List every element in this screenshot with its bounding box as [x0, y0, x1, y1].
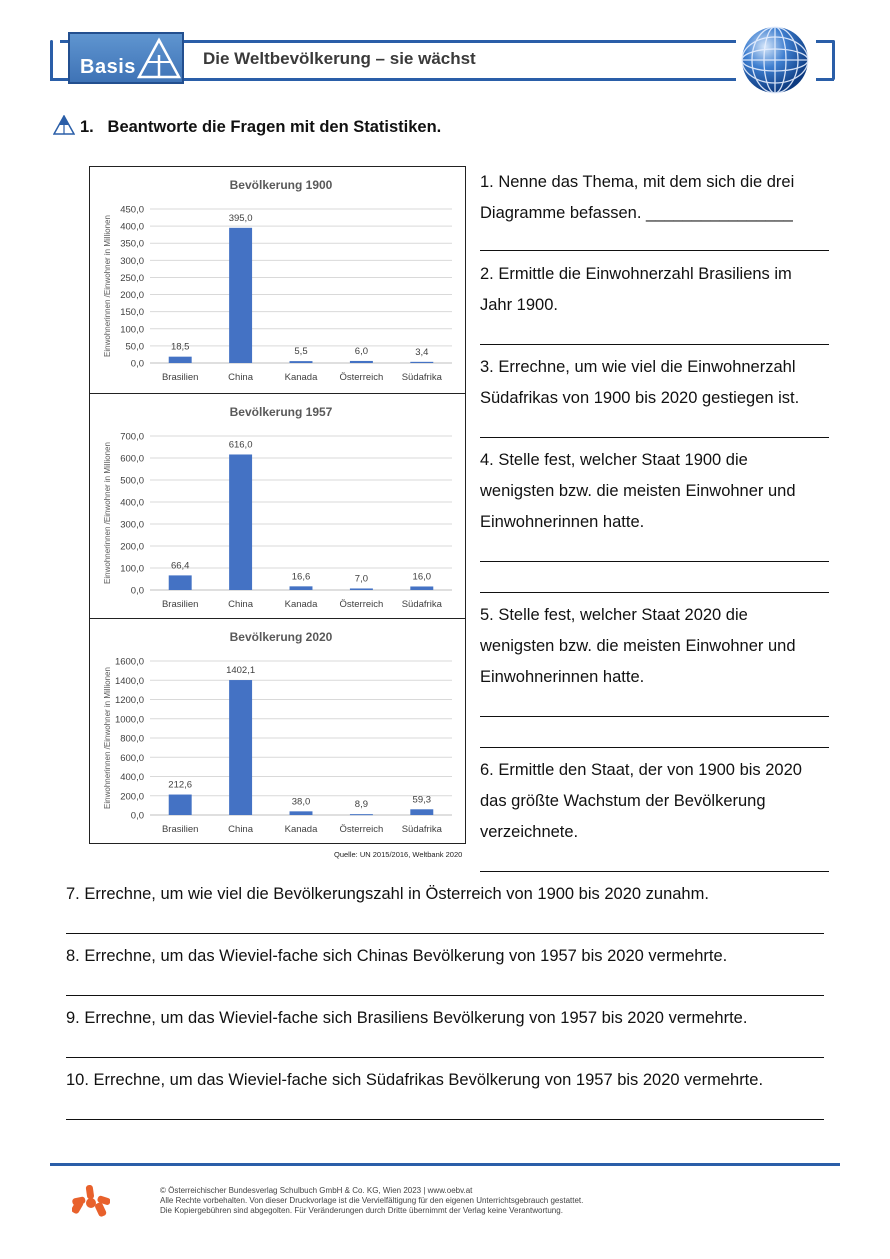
y-axis-label: Einwohnerinnen /Einwohner in Millionen [103, 667, 112, 809]
bar [410, 586, 433, 590]
charts-panel [89, 166, 466, 844]
chart-source: Quelle: UN 2015/2016, Weltbank 2020 [334, 850, 463, 859]
task-title: Beantworte die Fragen mit den Statistiken. [107, 118, 442, 136]
y-axis-label: Einwohnerinnen /Einwohner in Millionen [103, 215, 112, 357]
y-tick-label: 500,0 [120, 475, 144, 487]
data-label: 1402,1 [226, 665, 256, 677]
y-tick-label: 1000,0 [114, 714, 144, 726]
question-3-line-a: 3. Errechne, um wie viel die Einwohnerzahl [480, 358, 796, 376]
data-label: 38,0 [291, 796, 311, 808]
answer-line-6[interactable] [480, 871, 829, 872]
data-label: 59,3 [412, 794, 432, 806]
question-5-line-c: Einwohnerinnen hatte. [480, 668, 645, 686]
data-label: 66,4 [170, 560, 190, 572]
y-tick-label: 0,0 [130, 585, 144, 597]
footer-rights: Alle Rechte vorbehalten. Von dieser Druckvorlage ist die Vervielfältigung für den eigenen Unterrichtsgebrauch gestattet. [160, 1196, 584, 1205]
answer-line-3[interactable] [480, 437, 829, 438]
header-rule-top-main [184, 40, 736, 43]
y-tick-label: 50,0 [125, 341, 144, 353]
data-label: 3,4 [415, 346, 429, 358]
y-tick-label: 200,0 [120, 541, 144, 553]
y-tick-label: 200,0 [120, 290, 144, 302]
data-label: 5,5 [294, 346, 308, 358]
basis-badge-label: Basis [80, 56, 136, 78]
chart-1900 [90, 167, 465, 392]
y-tick-label: 0,0 [130, 358, 144, 370]
bar [410, 362, 433, 363]
globe-icon [740, 25, 810, 95]
bar [290, 811, 313, 815]
question-2-line-b: Jahr 1900. [480, 296, 558, 314]
answer-line-4a[interactable] [480, 561, 829, 562]
question-4-line-a: 4. Stelle fest, welcher Staat 1900 die [480, 451, 748, 469]
chart-title: Bevölkerung 1900 [229, 178, 333, 192]
bar [229, 228, 252, 363]
bar [290, 586, 313, 590]
bar [229, 454, 252, 590]
y-tick-label: 1600,0 [114, 656, 144, 668]
question-1-line-b: Diagramme befassen. ________________ [480, 204, 793, 222]
footer-rule [50, 1163, 840, 1166]
bar [350, 588, 373, 590]
answer-line-5b[interactable] [480, 747, 829, 748]
x-tick-label: Kanada [284, 599, 318, 610]
question-7: 7. Errechne, um wie viel die Bevölkerungszahl in Österreich von 1900 bis 2020 zunahm. [66, 885, 709, 903]
x-tick-label: China [228, 599, 254, 610]
data-label: 18,5 [170, 341, 190, 353]
x-tick-label: Brasilien [161, 824, 199, 835]
header-rule-right-bottom [816, 78, 834, 81]
x-tick-label: Südafrika [401, 372, 442, 383]
footer-disclaimer: Die Kopiergebühren sind abgegolten. Für Veränderungen durch Dritte übernimmt der Verlag keine Verantwortung. [160, 1206, 563, 1215]
question-10: 10. Errechne, um das Wieviel-fache sich Südafrikas Bevölkerung von 1957 bis 2020 vermehrte. [66, 1071, 764, 1089]
basis-pyramid-icon [136, 37, 182, 81]
y-tick-label: 800,0 [120, 733, 144, 745]
answer-line-8[interactable] [66, 995, 824, 996]
bar [229, 680, 252, 815]
question-9: 9. Errechne, um das Wieviel-fache sich Brasiliens Bevölkerung von 1957 bis 2020 vermehrte. [66, 1009, 748, 1027]
y-tick-label: 200,0 [120, 791, 144, 803]
data-label: 212,6 [168, 779, 193, 791]
header-rule-bottom-main [184, 78, 736, 81]
x-tick-label: Kanada [284, 372, 318, 383]
bar [169, 357, 192, 363]
question-6-line-b: das größte Wachstum der Bevölkerung [480, 792, 766, 810]
x-tick-label: China [228, 372, 254, 383]
y-tick-label: 1400,0 [114, 675, 144, 687]
question-3-line-b: Südafrikas von 1900 bis 2020 gestiegen ist. [480, 389, 800, 407]
y-axis-label: Einwohnerinnen /Einwohner in Millionen [103, 442, 112, 584]
data-label: 16,0 [412, 571, 432, 583]
y-tick-label: 1200,0 [114, 695, 144, 706]
y-tick-label: 350,0 [120, 238, 144, 250]
question-1-line-a: 1. Nenne das Thema, mit dem sich die drei [480, 173, 795, 191]
bar [290, 361, 313, 363]
chart-2020 [90, 618, 465, 844]
x-tick-label: Brasilien [161, 599, 199, 610]
y-tick-label: 600,0 [120, 752, 144, 764]
x-tick-label: Südafrika [401, 824, 442, 835]
y-tick-label: 700,0 [120, 431, 144, 443]
header-rule-bottom-left [50, 78, 68, 81]
x-tick-label: Brasilien [161, 372, 199, 383]
x-tick-label: Südafrika [401, 599, 442, 610]
answer-line-4b[interactable] [480, 592, 829, 593]
bar [350, 814, 373, 815]
answer-line-7[interactable] [66, 933, 824, 934]
task-heading [80, 118, 441, 137]
question-5-line-b: wenigsten bzw. die meisten Einwohner und [480, 637, 796, 655]
question-6-line-c: verzeichnete. [480, 823, 579, 841]
header-rule-right-top [816, 40, 834, 43]
x-tick-label: Österreich [339, 824, 384, 835]
task-pyramid-icon [53, 115, 75, 135]
answer-line-9[interactable] [66, 1057, 824, 1058]
y-tick-label: 100,0 [120, 563, 144, 575]
chart-title: Bevölkerung 2020 [229, 630, 333, 644]
header-rule-top [60, 40, 68, 43]
answer-line-1[interactable] [480, 250, 829, 251]
question-4-line-b: wenigsten bzw. die meisten Einwohner und [480, 482, 796, 500]
footer-copyright: © Österreichischer Bundesverlag Schulbuch GmbH & Co. KG, Wien 2023 | www.oebv.at [160, 1186, 473, 1195]
data-label: 395,0 [228, 212, 253, 224]
basis-badge [68, 32, 184, 84]
y-tick-label: 250,0 [120, 272, 144, 284]
chart-1957 [90, 393, 465, 619]
data-label: 8,9 [354, 799, 369, 811]
data-label: 616,0 [228, 439, 253, 451]
x-tick-label: Kanada [284, 824, 318, 835]
bar [350, 361, 373, 363]
y-tick-label: 400,0 [120, 772, 144, 783]
answer-line-2[interactable] [480, 344, 829, 345]
question-2-line-a: 2. Ermittle die Einwohnerzahl Brasiliens im [480, 265, 792, 283]
question-4-line-c: Einwohnerinnen hatte. [480, 513, 645, 531]
header-rule-left [50, 40, 53, 80]
oebv-logo-icon [72, 1184, 110, 1222]
y-tick-label: 0,0 [130, 810, 144, 822]
y-tick-label: 300,0 [120, 255, 144, 267]
bar [410, 809, 433, 815]
y-tick-label: 400,0 [120, 221, 144, 233]
y-tick-label: 300,0 [120, 519, 144, 531]
answer-line-10[interactable] [66, 1119, 824, 1120]
y-tick-label: 100,0 [120, 324, 144, 336]
question-8: 8. Errechne, um das Wieviel-fache sich Chinas Bevölkerung von 1957 bis 2020 vermehrte. [66, 947, 728, 965]
data-label: 7,0 [354, 573, 369, 585]
y-tick-label: 150,0 [120, 307, 144, 319]
question-5-line-a: 5. Stelle fest, welcher Staat 2020 die [480, 606, 748, 624]
data-label: 16,6 [291, 571, 311, 583]
bar [169, 795, 192, 815]
chart-title: Bevölkerung 1957 [229, 405, 333, 419]
question-6-line-a: 6. Ermittle den Staat, der von 1900 bis 2020 [480, 761, 802, 779]
y-tick-label: 450,0 [120, 204, 144, 216]
task-number: 1. [80, 118, 94, 136]
y-tick-label: 600,0 [120, 453, 144, 465]
x-tick-label: Österreich [339, 599, 384, 610]
page-title: Die Weltbevölkerung – sie wächst [203, 49, 476, 68]
x-tick-label: Österreich [339, 372, 384, 383]
bar [169, 575, 192, 590]
y-tick-label: 400,0 [120, 497, 144, 509]
answer-line-5a[interactable] [480, 716, 829, 717]
header-rule-right [832, 40, 835, 80]
x-tick-label: China [228, 824, 254, 835]
data-label: 6,0 [354, 345, 369, 357]
